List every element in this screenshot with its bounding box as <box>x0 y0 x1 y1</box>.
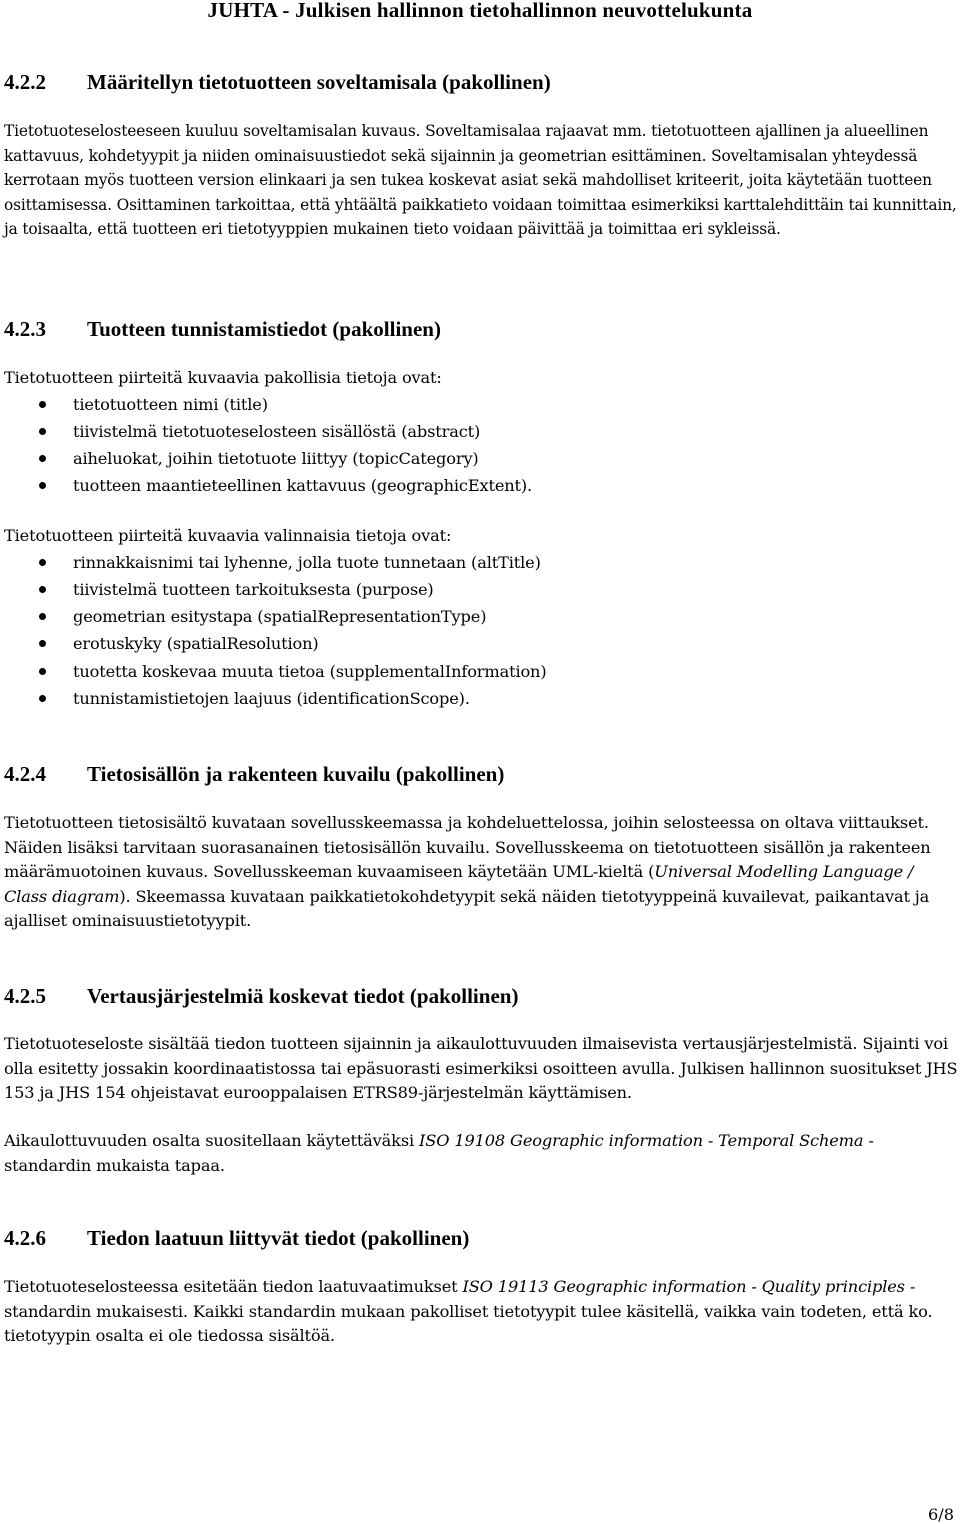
page-number: 6/8 <box>927 1505 954 1524</box>
italic-term: ISO 19108 Geographic information - Temporal Schema <box>419 1131 864 1150</box>
paragraph: Tietotuoteseloste sisältää tiedon tuotteen sijainnin ja aikaulottuvuuden ilmaisevista vertausjärjestelmistä. Sijainti voi olla esitetty jossakin koordinaatistossa tai epäsuorasti esimerkiksi osoitteen avulla. Julkisen hallinnon suositukset JHS 153 ja JHS 154 ohjeistavat eurooppalaisen ETRS89-järjestelmän käyttämisen. <box>4 1034 958 1102</box>
section-number: 4.2.2 <box>4 70 46 94</box>
section-4-2-3 <box>4 317 958 342</box>
section-number: 4.2.6 <box>4 1226 46 1250</box>
section-4-2-3-body <box>4 366 958 500</box>
section-heading <box>4 1226 958 1251</box>
section-heading <box>4 70 958 95</box>
bullet-icon <box>39 482 46 489</box>
paragraph: Aikaulottuvuuden osalta suositellaan käytettäväksi ISO 19108 Geographic information - Temporal Schema -standardin mukaista tapaa. <box>4 1131 874 1175</box>
bullet-icon <box>39 586 46 593</box>
bullet-icon <box>39 455 46 462</box>
section-4-2-3-optional <box>4 524 958 712</box>
paragraph: Tietotuoteselosteessa esitetään tiedon laatuvaatimukset ISO 19113 Geographic information - Quality principles -standardin mukaisesti. Kaikki standardin mukaan pakolliset tietotyypit tulee käsitellä, vaikka vain todeten, että ko. tietotyypin osalta ei ole tiedossa sisältöä. <box>4 1277 933 1345</box>
list-item: tuotetta koskevaa muuta tietoa (supplementalInformation) <box>4 658 958 685</box>
list-item: tiivistelmä tietotuoteselosteen sisällöstä (abstract) <box>4 418 958 445</box>
bullet-icon <box>39 401 46 408</box>
section-4-2-4-body <box>4 811 958 934</box>
paragraph: Tietotuotteen piirteitä kuvaavia valinnaisia tietoja ovat: <box>4 526 452 545</box>
mandatory-list <box>4 391 958 500</box>
list-item: erotuskyky (spatialResolution) <box>4 630 958 657</box>
section-title: Tietosisällön ja rakenteen kuvailu (pakollinen) <box>87 762 505 786</box>
section-title: Tuotteen tunnistamistiedot (pakollinen) <box>87 317 441 341</box>
italic-term: ISO 19113 Geographic information - Quality principles <box>462 1277 905 1296</box>
section-heading <box>4 984 958 1009</box>
section-heading <box>4 317 958 342</box>
list-item: tiivistelmä tuotteen tarkoituksesta (purpose) <box>4 576 958 603</box>
section-4-2-2-body <box>4 119 958 242</box>
section-title: Määritellyn tietotuotteen soveltamisala (pakollinen) <box>87 70 551 94</box>
section-4-2-5-body <box>4 1032 958 1106</box>
section-title: Tiedon laatuun liittyvät tiedot (pakollinen) <box>87 1226 470 1250</box>
optional-list <box>4 549 958 713</box>
section-heading <box>4 762 958 787</box>
paragraph: Tietotuotteen piirteitä kuvaavia pakollisia tietoja ovat: <box>4 368 442 387</box>
section-4-2-6-body <box>4 1275 958 1349</box>
list-item: tietotuotteen nimi (title) <box>4 391 958 418</box>
section-4-2-4 <box>4 762 958 787</box>
section-4-2-5 <box>4 984 958 1009</box>
list-item: rinnakkaisnimi tai lyhenne, jolla tuote tunnetaan (altTitle) <box>4 549 958 576</box>
page-header: JUHTA - Julkisen hallinnon tietohallinnon neuvottelukunta <box>207 0 753 22</box>
list-item: tunnistamistietojen laajuus (identificationScope). <box>4 685 958 712</box>
list-item: aiheluokat, joihin tietotuote liittyy (topicCategory) <box>4 445 958 472</box>
bullet-icon <box>39 613 46 620</box>
bullet-icon <box>39 668 46 675</box>
list-item: tuotteen maantieteellinen kattavuus (geographicExtent). <box>4 472 958 499</box>
italic-term: Universal Modelling Language / Class diagram <box>4 862 914 906</box>
section-4-2-2 <box>4 70 958 95</box>
bullet-icon <box>39 640 46 647</box>
section-number: 4.2.4 <box>4 762 46 786</box>
bullet-icon <box>39 428 46 435</box>
list-item: geometrian esitystapa (spatialRepresentationType) <box>4 603 958 630</box>
section-title: Vertausjärjestelmiä koskevat tiedot (pakollinen) <box>87 984 519 1008</box>
paragraph: Tietotuotteen tietosisältö kuvataan sovellusskeemassa ja kohdeluettelossa, joihin selosteessa on oltava viittaukset. Näiden lisäksi tarvitaan suorasanainen tietosisällön kuvailu. Sovellusskeema on tietotuotteen sisällön ja rakenteen määrämuotoinen kuvaus. Sovellusskeeman kuvaamiseen käytetään UML-kieltä (Universal Modelling Language / Class diagram). Skeemassa kuvataan paikkatietokohdetyypit sekä näiden tietotyyppeinä kuvailevat, paikantavat ja ajalliset ominaisuustietotyypit. <box>4 813 931 930</box>
bullet-icon <box>39 559 46 566</box>
paragraph: Tietotuoteselosteeseen kuuluu soveltamisalan kuvaus. Soveltamisalaa rajaavat mm. tietotuotteen ajallinen ja alueellinen kattavuus, kohdetyypit ja niiden ominaisuustiedot sekä sijainnin ja geometrian esittäminen. Soveltamisalan yhteydessä kerrotaan myös tuotteen version elinkaari ja sen tukea koskevat asiat sekä mahdolliset kriteerit, joita käytetään tuotteen osittamisessa. Osittaminen tarkoittaa, että yhtäältä paikkatieto voidaan toimittaa esimerkiksi karttalehdittäin tai kunnittain, ja toisaalta, että tuotteen eri tietotyyppien mukainen tieto voidaan päivittää ja toimittaa eri sykleissä. <box>4 122 957 238</box>
section-4-2-6 <box>4 1226 958 1251</box>
section-4-2-5-body-2 <box>4 1129 958 1178</box>
section-number: 4.2.3 <box>4 317 46 341</box>
section-number: 4.2.5 <box>4 984 46 1008</box>
bullet-icon <box>39 695 46 702</box>
